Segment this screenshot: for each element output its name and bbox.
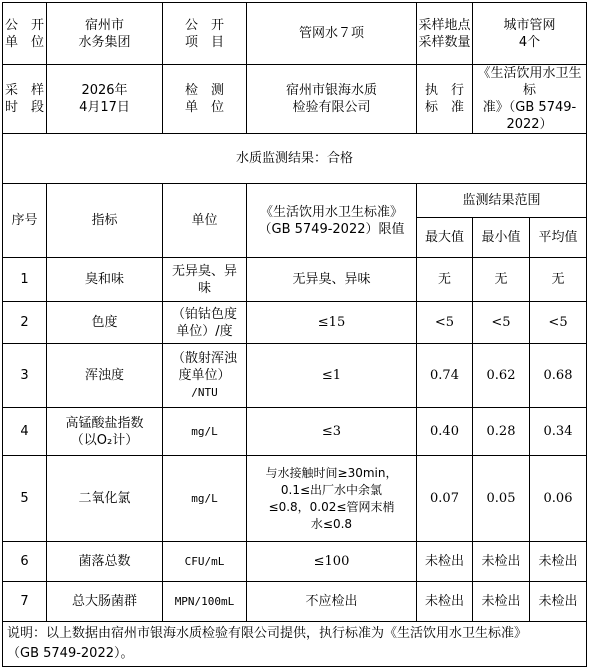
table-row xyxy=(3,258,587,302)
row-max: 0.40 xyxy=(417,408,473,456)
row-limit xyxy=(247,456,417,542)
row-seq: 1 xyxy=(3,258,47,302)
row-unit: mg/L xyxy=(163,456,247,542)
sampling-time-label-line1: 采 样 xyxy=(4,83,44,98)
row-max: 无 xyxy=(417,258,473,302)
footnote-line1: 说明：以上数据由宿州市银海水质检验有限公司提供，执行标准为《生活饮用水卫生标准》 xyxy=(7,626,528,641)
row-seq: 6 xyxy=(3,542,47,582)
row-indicator: 菌落总数 xyxy=(47,542,163,582)
col-limit-header-line1: 《生活饮用水卫生标准》 xyxy=(259,204,403,220)
col-indicator-header: 指标 xyxy=(47,184,163,258)
sampling-value xyxy=(473,3,587,65)
lab-label-line1: 检 测 xyxy=(184,83,224,98)
row-limit: ≤100 xyxy=(247,542,417,582)
row-unit-line1: （铂钴色度 xyxy=(171,306,237,322)
row-max: 0.74 xyxy=(417,344,473,408)
col-min-header: 最小值 xyxy=(473,218,530,258)
standard-value xyxy=(473,65,587,134)
table-row xyxy=(3,456,587,542)
row-min: 无 xyxy=(473,258,530,302)
row-seq: 3 xyxy=(3,344,47,408)
col-avg-header: 平均值 xyxy=(530,218,587,258)
result-row xyxy=(3,134,587,184)
row-limit: ≤1 xyxy=(247,344,417,408)
row-indicator-line1: 高锰酸盐指数 xyxy=(65,415,144,431)
row-indicator xyxy=(47,408,163,456)
row-limit: ≤15 xyxy=(247,302,417,344)
lab-label xyxy=(163,65,247,134)
row-max: 未检出 xyxy=(417,542,473,582)
row-unit: CFU/mL xyxy=(163,542,247,582)
row-max: 0.07 xyxy=(417,456,473,542)
row-avg: 未检出 xyxy=(530,582,587,622)
row-min: 0.05 xyxy=(473,456,530,542)
sampling-value-line1: 城市管网 xyxy=(503,17,556,33)
row-unit-line2: 单位）/度 xyxy=(176,323,233,339)
header-row-publisher xyxy=(3,3,587,65)
lab-label-line2: 单 位 xyxy=(184,100,224,115)
row-seq: 4 xyxy=(3,408,47,456)
row-seq: 2 xyxy=(3,302,47,344)
row-unit xyxy=(163,302,247,344)
lab-value xyxy=(247,65,417,134)
sampling-label-line1: 采样地点 xyxy=(418,17,471,33)
sampling-time-value-line2: 4月17日 xyxy=(79,100,130,115)
standard-value-line2: 准》（GB 5749-2022） xyxy=(482,100,577,132)
table-row xyxy=(3,302,587,344)
standard-label-line2: 标 准 xyxy=(424,100,464,115)
row-indicator: 色度 xyxy=(47,302,163,344)
row-limit: 不应检出 xyxy=(247,582,417,622)
lab-value-line2: 检验有限公司 xyxy=(292,100,371,115)
header-row-sampling-time xyxy=(3,65,587,134)
table-row xyxy=(3,582,587,622)
row-avg: 未检出 xyxy=(530,542,587,582)
row-avg: 0.68 xyxy=(530,344,587,408)
sampling-label-line2: 采样数量 xyxy=(418,34,471,50)
sampling-time-value xyxy=(47,65,163,134)
footnote-row xyxy=(3,622,587,667)
row-avg: 0.06 xyxy=(530,456,587,542)
sampling-time-label xyxy=(3,65,47,134)
col-max-header: 最大值 xyxy=(417,218,473,258)
footnote-line2: （GB 5749-2022）。 xyxy=(7,646,134,661)
standard-label-line1: 执 行 xyxy=(424,83,464,98)
row-avg: <5 xyxy=(530,302,587,344)
row-unit-line1: 无异臭、异 xyxy=(171,263,237,279)
row-min: 未检出 xyxy=(473,542,530,582)
row-unit xyxy=(163,258,247,302)
row-max: <5 xyxy=(417,302,473,344)
row-indicator: 浑浊度 xyxy=(47,344,163,408)
standard-label xyxy=(417,65,473,134)
row-unit xyxy=(163,344,247,408)
publisher-value-line2: 水务集团 xyxy=(78,34,131,50)
sampling-label xyxy=(417,3,473,65)
publisher-value xyxy=(47,3,163,65)
standard-value-line1: 《生活饮用水卫生标 xyxy=(477,66,582,98)
row-limit-line1: 与水接触时间≥30min， xyxy=(265,465,398,480)
row-unit: MPN/100mL xyxy=(163,582,247,622)
publisher-value-line1: 宿州市 xyxy=(84,17,124,33)
col-unit-header: 单位 xyxy=(163,184,247,258)
lab-value-line1: 宿州市银海水质 xyxy=(285,83,377,98)
row-indicator: 总大肠菌群 xyxy=(47,582,163,622)
col-limit-header-line2: （GB 5749-2022）限值 xyxy=(258,221,405,237)
row-unit-line2: 味 xyxy=(197,280,211,296)
row-indicator-line2: （以O₂计） xyxy=(70,432,139,448)
row-min: 0.62 xyxy=(473,344,530,408)
row-limit-line2: 0.1≤出厂水中余氯 xyxy=(280,482,383,497)
row-limit: 无异臭、异味 xyxy=(247,258,417,302)
row-indicator: 二氧化氯 xyxy=(47,456,163,542)
col-seq-header: 序号 xyxy=(3,184,47,258)
table-row xyxy=(3,408,587,456)
publisher-label-line1: 公 开 xyxy=(4,17,44,33)
sampling-time-label-line2: 时 段 xyxy=(4,100,44,115)
publisher-label xyxy=(3,3,47,65)
sampling-time-value-line1: 2026年 xyxy=(81,83,128,98)
col-range-header: 监测结果范围 xyxy=(417,184,587,218)
row-avg: 无 xyxy=(530,258,587,302)
row-unit-line2: 度单位） xyxy=(178,368,231,383)
sampling-value-line2: 4个 xyxy=(518,34,541,50)
project-value: 管网水７项 xyxy=(247,3,417,65)
row-avg: 0.34 xyxy=(530,408,587,456)
row-indicator: 臭和味 xyxy=(47,258,163,302)
publisher-label-line2: 单 位 xyxy=(4,34,44,50)
row-limit: ≤3 xyxy=(247,408,417,456)
table-row xyxy=(3,542,587,582)
row-min: <5 xyxy=(473,302,530,344)
row-limit-line4: 水≤0.8 xyxy=(310,516,353,531)
col-limit-header xyxy=(247,184,417,258)
row-limit-line3: ≤0.8，0.02≤管网末梢 xyxy=(268,499,395,514)
project-label-line2: 项 目 xyxy=(184,34,224,50)
row-unit: mg/L xyxy=(163,408,247,456)
row-unit-line1: （散射浑浊 xyxy=(171,351,237,366)
row-max: 未检出 xyxy=(417,582,473,622)
water-quality-table xyxy=(2,2,587,667)
footnote xyxy=(3,622,587,667)
table-row xyxy=(3,344,587,408)
row-min: 未检出 xyxy=(473,582,530,622)
project-label xyxy=(163,3,247,65)
result-line: 水质监测结果：合格 xyxy=(3,134,587,184)
row-unit-line3: /NTU xyxy=(191,386,218,399)
row-seq: 7 xyxy=(3,582,47,622)
project-label-line1: 公 开 xyxy=(184,17,224,33)
row-min: 0.28 xyxy=(473,408,530,456)
row-seq: 5 xyxy=(3,456,47,542)
column-header-row-1 xyxy=(3,184,587,218)
